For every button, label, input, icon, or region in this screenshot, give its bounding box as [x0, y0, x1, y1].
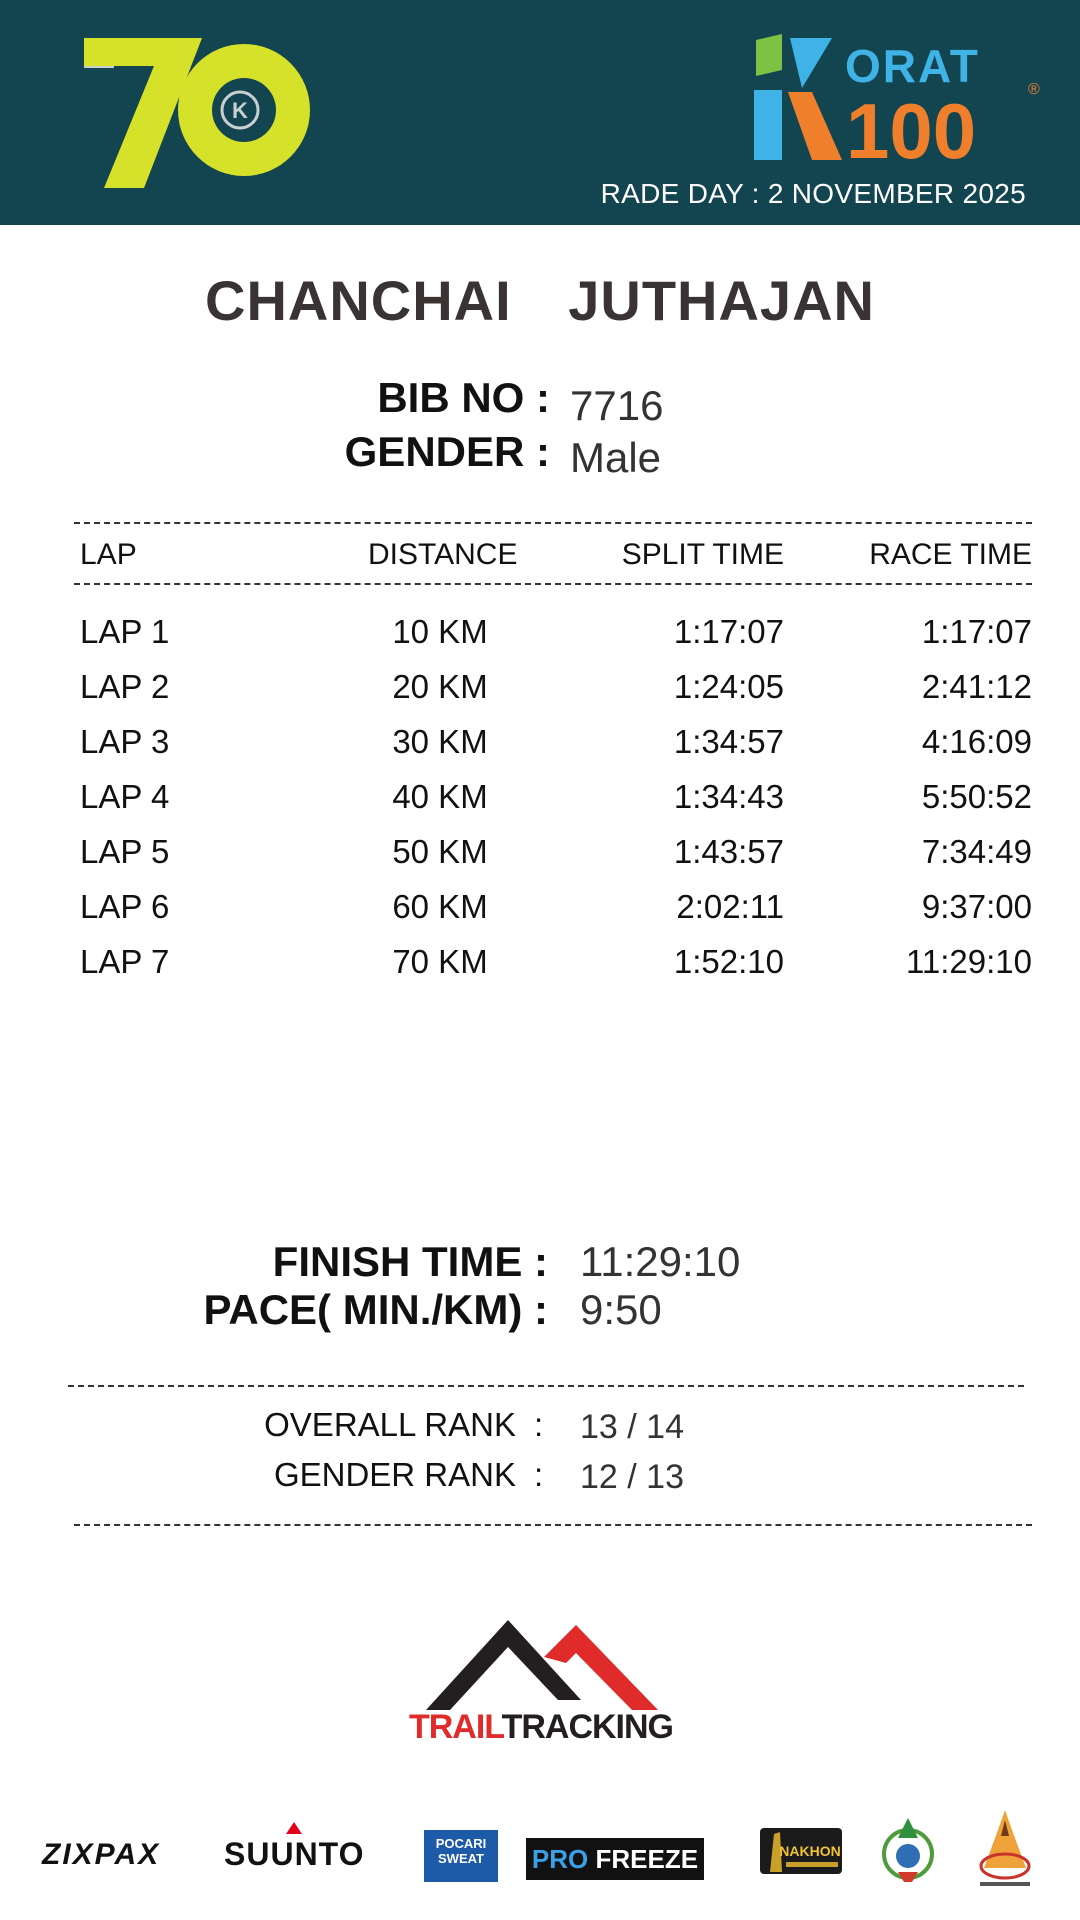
race-day-text: RADE DAY : 2 NOVEMBER 2025	[600, 178, 1026, 209]
split-time-cell: 2:02:11	[676, 888, 784, 925]
distance-cell: 30 KM	[392, 723, 488, 760]
header-distance: DISTANCE	[368, 538, 518, 571]
lap-cell: LAP 6	[80, 888, 170, 925]
pocari-line1: POCARI	[435, 1836, 487, 1851]
header-race-time: RACE TIME	[869, 538, 1032, 571]
korat-100-logo	[750, 30, 1050, 170]
header-lap: LAP	[80, 538, 137, 571]
distance-cell: 50 KM	[392, 833, 488, 870]
lap-cell: LAP 4	[80, 778, 170, 815]
registered-mark: ®	[1028, 81, 1040, 98]
bib-label: BIB NO :	[377, 374, 550, 421]
race-time-cell: 1:17:07	[921, 613, 1032, 650]
table-row	[0, 778, 1080, 833]
distance-cell: 60 KM	[392, 888, 488, 925]
overall-rank-colon: :	[534, 1406, 544, 1443]
race-time-cell: 11:29:10	[905, 943, 1032, 980]
suunto-text: SUUNTO	[224, 1836, 365, 1872]
lap-cell: LAP 1	[80, 613, 170, 650]
profreeze-freeze: FREEZE	[595, 1844, 699, 1874]
split-time-cell: 1:52:10	[673, 943, 784, 980]
distance-cell: 10 KM	[392, 613, 488, 650]
gender-label: GENDER :	[344, 428, 550, 475]
table-row	[0, 613, 1080, 668]
pocari-sweat-logo	[424, 1830, 498, 1882]
race-time-cell: 4:16:09	[921, 723, 1032, 760]
korat-orat-text: ORAT	[845, 40, 980, 92]
gender-rank-value: 12 / 13	[580, 1458, 684, 1496]
table-row	[0, 723, 1080, 778]
divider-rank-top	[68, 1385, 1024, 1387]
table-row	[0, 888, 1080, 943]
finish-time-value: 11:29:10	[580, 1238, 741, 1285]
split-time-cell: 1:43:57	[673, 833, 784, 870]
split-time-cell: 1:17:07	[673, 613, 784, 650]
header-split-time: SPLIT TIME	[621, 538, 784, 571]
lap-cell: LAP 2	[80, 668, 170, 705]
zixpax-logo: ZIXPAX	[42, 1838, 161, 1871]
divider-header	[74, 583, 1032, 585]
finish-time-label: FINISH TIME :	[272, 1238, 548, 1285]
runner-last-name: JUTHAJAN	[568, 269, 875, 332]
suunto-triangle-icon	[286, 1822, 302, 1834]
nakhon-ratchasima-logo	[756, 1822, 846, 1882]
table-row	[0, 668, 1080, 723]
header-banner	[0, 0, 1080, 225]
lap-cell: LAP 3	[80, 723, 170, 760]
logo-70k-badge: K	[232, 98, 248, 123]
sports-authority-emblem-icon	[972, 1808, 1038, 1896]
race-time-cell: 7:34:49	[921, 833, 1032, 870]
table-row	[0, 943, 1080, 998]
race-time-cell: 2:41:12	[921, 668, 1032, 705]
runner-name	[0, 268, 1080, 333]
pace-value: 9:50	[580, 1286, 662, 1333]
distance-cell: 20 KM	[392, 668, 488, 705]
runner-first-name: CHANCHAI	[205, 269, 512, 332]
race-time-cell: 5:50:52	[921, 778, 1032, 815]
bib-value: 7716	[570, 382, 664, 429]
trailtracking-tracking: TRACKING	[501, 1708, 673, 1746]
gender-rank-colon: :	[534, 1456, 544, 1493]
lap-cell: LAP 5	[80, 833, 170, 870]
split-time-cell: 1:34:57	[673, 723, 784, 760]
pocari-line2: SWEAT	[438, 1851, 484, 1866]
divider-top	[74, 522, 1032, 524]
profreeze-pro: PRO	[531, 1844, 589, 1874]
race-time-cell: 9:37:00	[921, 888, 1032, 925]
pro-freeze-logo	[526, 1838, 704, 1880]
divider-rank-bottom	[74, 1524, 1032, 1526]
logo-70k	[84, 38, 324, 188]
overall-rank-label: OVERALL RANK	[264, 1406, 516, 1443]
korat-100-text: 100	[846, 87, 977, 170]
split-time-cell: 1:34:43	[673, 778, 784, 815]
provincial-emblem-icon	[876, 1812, 940, 1892]
suunto-logo	[224, 1822, 365, 1873]
lap-cell: LAP 7	[80, 943, 170, 980]
gender-value: Male	[570, 434, 662, 481]
distance-cell: 70 KM	[392, 943, 488, 980]
split-time-cell: 1:24:05	[673, 668, 784, 705]
nakhon-text: NAKHON	[779, 1843, 841, 1859]
table-row	[0, 833, 1080, 888]
distance-cell: 40 KM	[392, 778, 488, 815]
gender-rank-label: GENDER RANK	[273, 1456, 516, 1493]
pace-label: PACE( MIN./KM) :	[203, 1286, 548, 1333]
overall-rank-value: 13 / 14	[580, 1408, 684, 1446]
trailtracking-wordmark	[406, 1708, 676, 1747]
trailtracking-trail: TRAIL	[408, 1708, 502, 1746]
